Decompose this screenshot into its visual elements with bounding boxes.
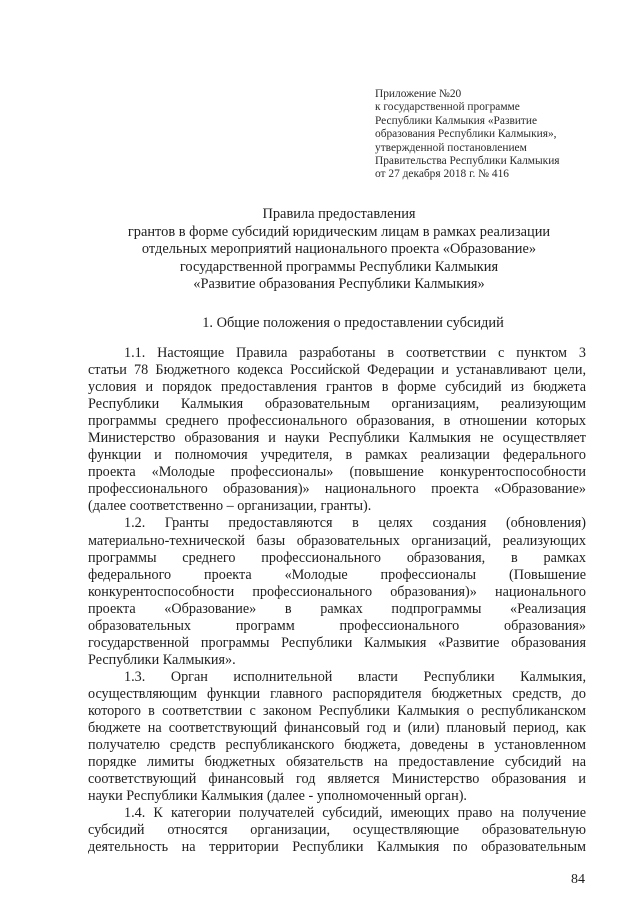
body-line: профессионального образования)» национального проекта «Образование» xyxy=(88,481,586,498)
body-line: Республики Калмыкия». xyxy=(88,651,236,668)
body-line: конкурентоспособности профессионального образования)» национального xyxy=(88,583,586,600)
appendix-line: утвержденной постановлением xyxy=(375,141,527,154)
body-line: 1.4. К категории получателей субсидий, имеющих право на получение xyxy=(124,805,586,822)
appendix-line: Правительства Республики Калмыкия xyxy=(375,155,560,168)
title-line: государственной программы Республики Калмыкия xyxy=(179,258,499,275)
body-line: получателю средств республиканского бюджета, доведены в установленном xyxy=(88,737,586,754)
body-line: науки Республики Калмыкия (далее - уполномоченный орган). xyxy=(88,788,467,805)
body-line: порядке лимиты бюджетных обязательств на предоставление субсидий на xyxy=(88,754,586,771)
body-line: 1.3. Орган исполнительной власти Республики Калмыкия, xyxy=(124,668,586,685)
body-line: 1.2. Гранты предоставляются в целях создания (обновления) xyxy=(124,515,586,532)
title-line: грантов в форме субсидий юридическим лицам в рамках реализации xyxy=(127,223,551,240)
appendix-line: к государственной программе xyxy=(375,101,520,114)
body-line: условия и порядок предоставления грантов в форме субсидий из бюджета xyxy=(88,379,586,396)
body-line: функции и полномочия учредителя, в рамках реализации федерального xyxy=(88,447,586,464)
body-line: (далее соответственно – организации, гранты). xyxy=(88,498,372,515)
title-line: отдельных мероприятий национального проекта «Образование» xyxy=(141,241,537,258)
body-line: проекта «Образование» в рамках подпрограммы «Реализация xyxy=(88,600,586,617)
body-line: программы среднего профессионального образования, в отношении которых xyxy=(88,413,586,430)
section-heading: 1. Общие положения о предоставлении субсидий xyxy=(202,315,504,331)
body-line: соответствующий финансовый год является Министерство образования и xyxy=(88,771,586,788)
title-line: «Развитие образования Республики Калмыкия» xyxy=(193,276,485,293)
appendix-line: Республики Калмыкия «Развитие xyxy=(375,114,538,127)
body-line: материально-технической базы образовательных организаций, реализующих xyxy=(88,532,586,549)
appendix-line: от 27 декабря 2018 г. № 416 xyxy=(375,168,509,181)
body-line: образовательных программ профессионального образования» xyxy=(88,617,586,634)
body-line: деятельность на территории Республики Калмыкия по образовательным xyxy=(88,839,586,856)
body-line: бюджете на соответствующий финансовый год и (или) плановый период, как xyxy=(88,720,586,737)
body-line: субсидий относятся организации, осуществляющие образовательную xyxy=(88,822,586,839)
body-line: проекта «Молодые профессионалы» (повышение конкурентоспособности xyxy=(88,464,586,481)
body-line: федерального проекта «Молодые профессионалы (Повышение xyxy=(88,566,586,583)
body-line: Республики Калмыкия образовательным организациям, реализующим xyxy=(88,396,586,413)
title-line: Правила предоставления xyxy=(262,206,416,222)
appendix-line: образования Республики Калмыкия», xyxy=(375,128,557,141)
body-line: государственной программы Республики Калмыкия «Развитие образования xyxy=(88,634,586,651)
body-line: осуществляющим функции главного распорядителя бюджетных средств, до xyxy=(88,685,586,702)
body-line: которого в соответствии с законом Республики Калмыкия о республиканском xyxy=(88,702,586,719)
appendix-header xyxy=(375,88,625,182)
body-line: программы среднего профессионального образования, в рамках xyxy=(88,549,586,566)
document-title xyxy=(98,206,580,294)
body-line: статьи 78 Бюджетного кодекса Российской Федерации и устанавливают цели, xyxy=(88,362,586,379)
body-line: 1.1. Настоящие Правила разработаны в соответствии с пунктом 3 xyxy=(124,345,586,361)
body-line: Министерство образования и науки Республики Калмыкия не осуществляет xyxy=(88,430,586,447)
appendix-line: Приложение №20 xyxy=(375,88,462,100)
page-number: 84 xyxy=(571,872,585,887)
body-text xyxy=(88,345,586,856)
